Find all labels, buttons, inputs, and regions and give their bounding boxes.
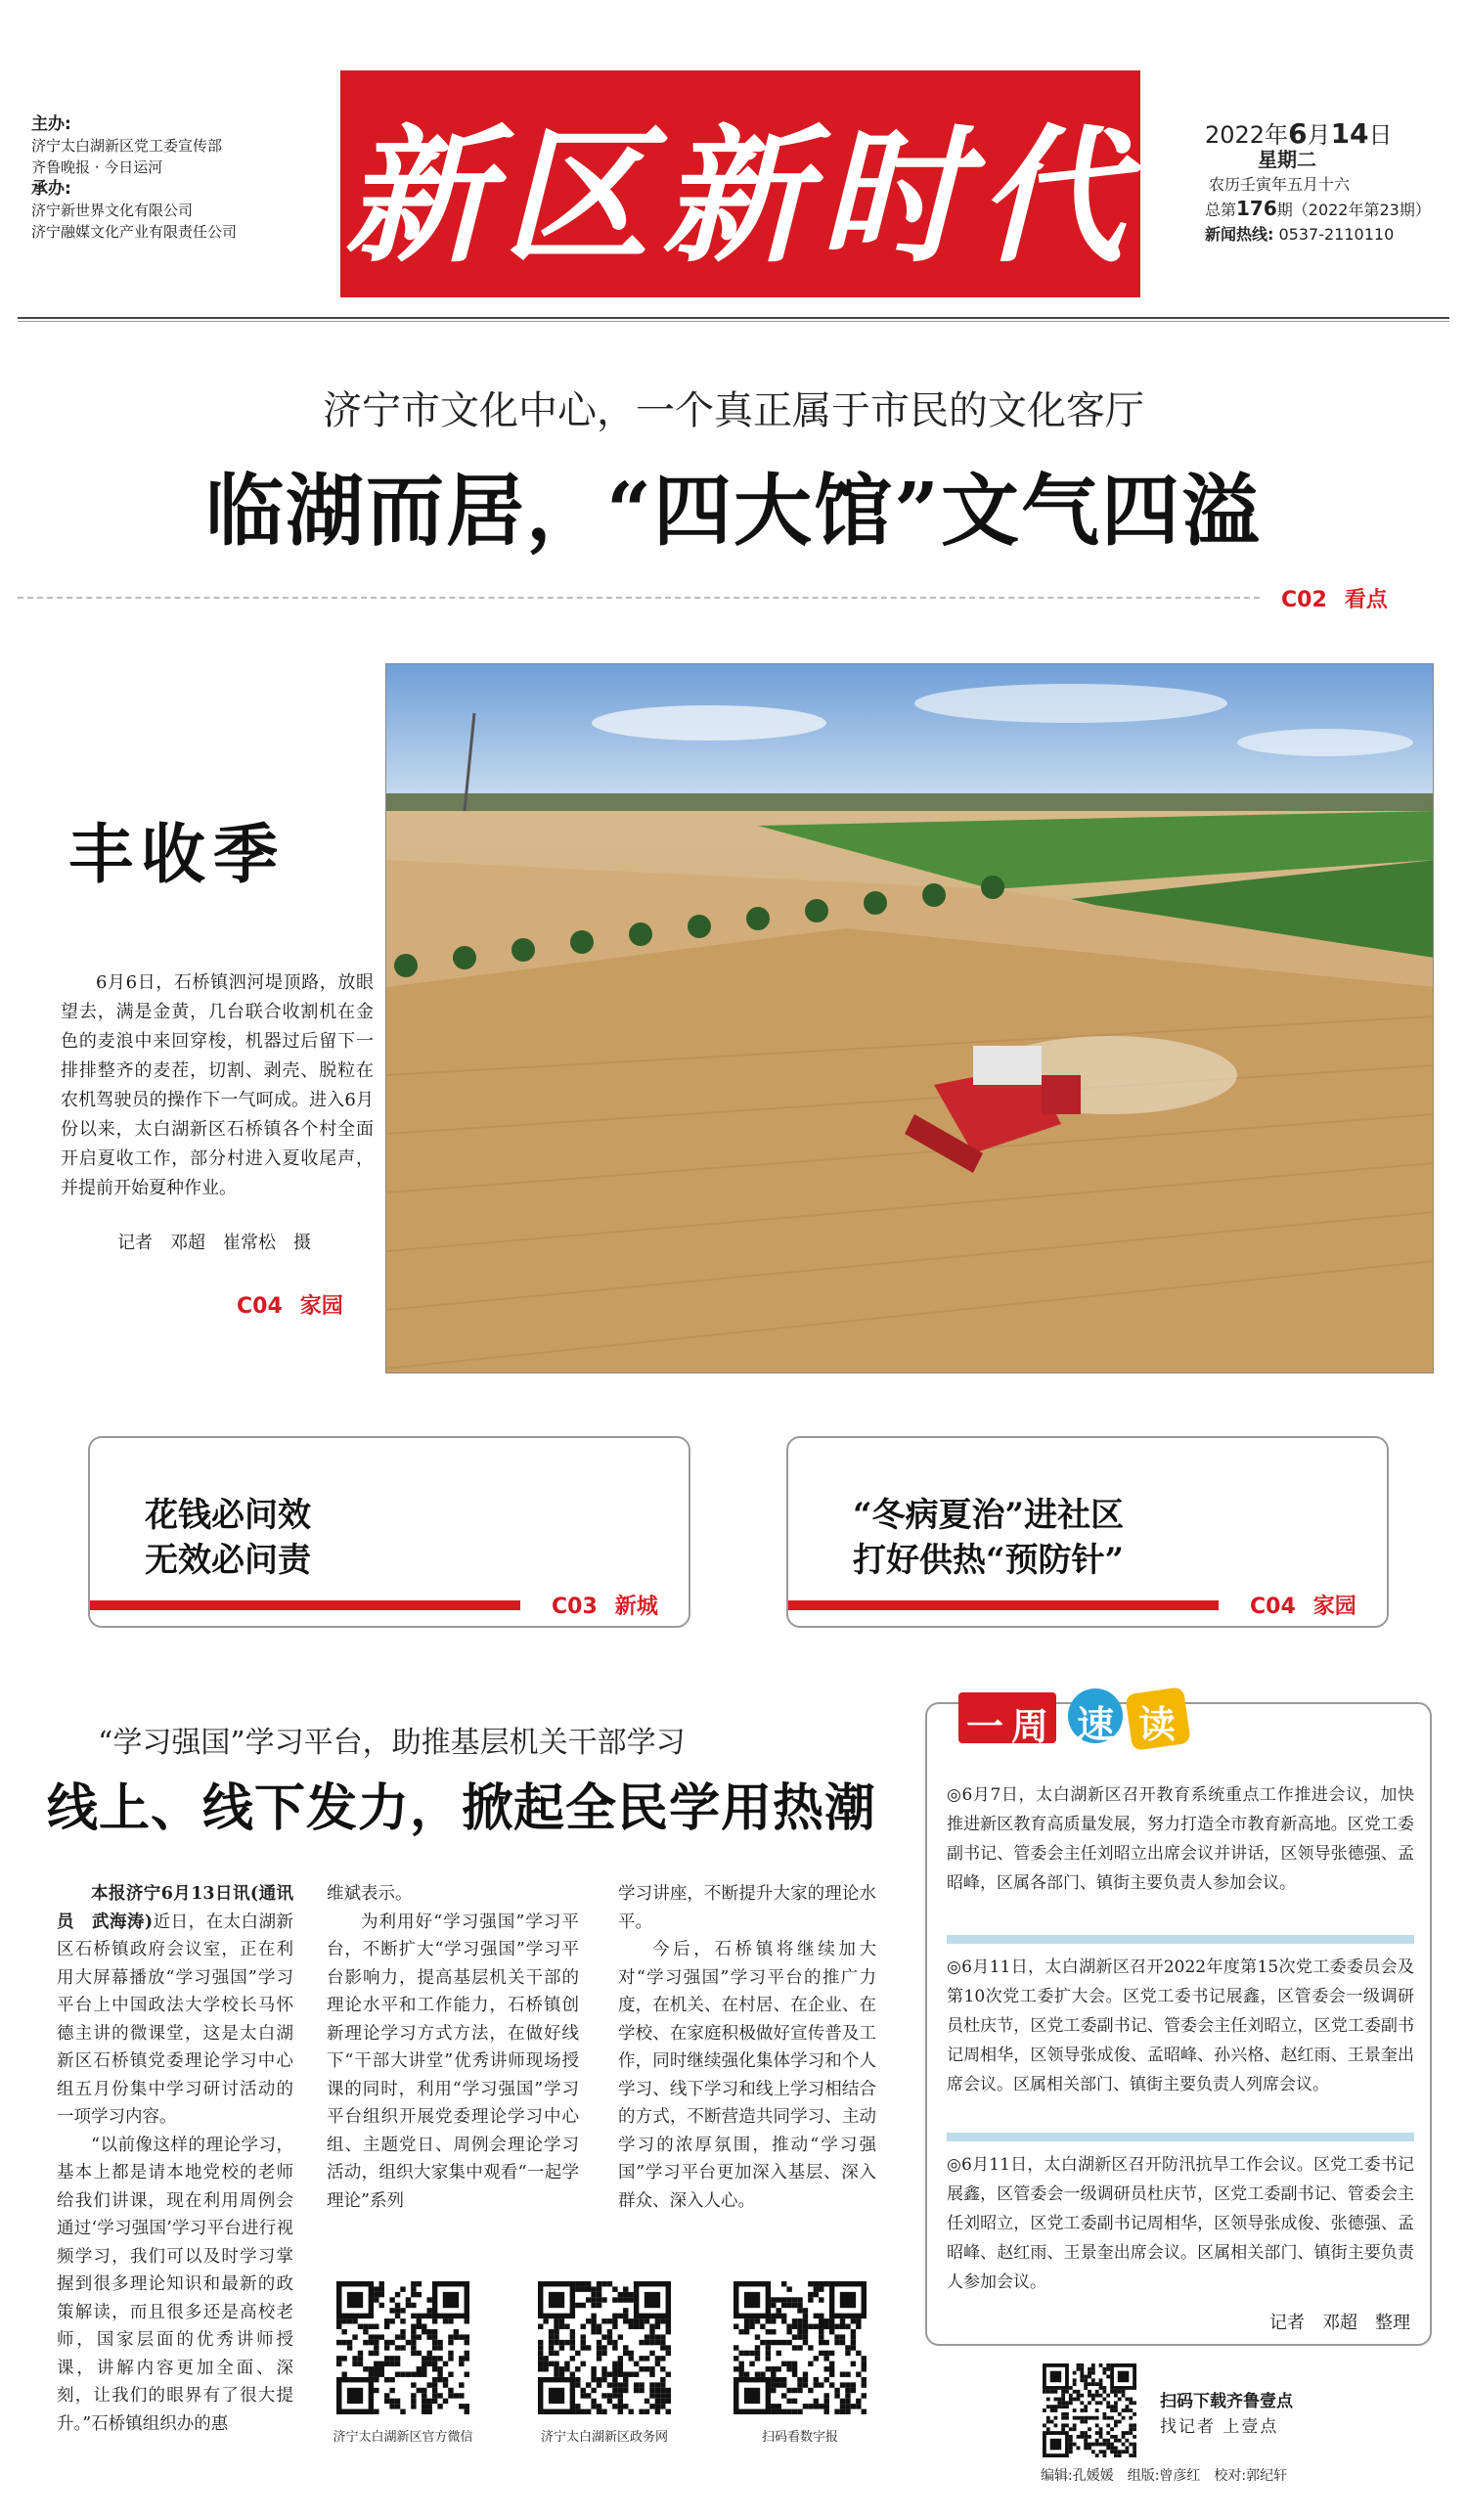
teaser-1-line-2: 无效必问责	[145, 1541, 311, 1580]
teaser-box-2[interactable]	[786, 1436, 1389, 1628]
article-col2-p1: 为利用好“学习强国”学习平台，不断扩大“学习强国”学习平台影响力，提高基层机关干部的理论水平和工作能力，石桥镇创新理论学习方式方法，在做好线下“干部大讲堂”优秀讲师现场授课的同时，利用“学习强国”学习平台组织开展党委理论学习中心组、主题党日、周例会理论学习活动，组织大家集中观看“一起学理论”系列	[327, 1912, 579, 2211]
top-rule	[18, 317, 1449, 319]
article-column-3	[618, 1880, 876, 2215]
weekly-separator-1	[947, 1935, 1414, 1944]
harvest-caption: 6月6日，石桥镇泗河堤顶路，放眼望去，满是金黄，几台联合收割机在金色的麦浪中来回穿梭，机器过后留下一排排整齐的麦茬，切割、剥壳、脱粒在农机驾驶员的操作下一气呵成。进入6月份以来，太白湖新区石桥镇各个村全面开启夏收工作，部分村进入夏收尾声，并提前开始夏种作业。	[61, 972, 374, 1198]
article-col3-p1: 今后，石桥镇将继续加大对“学习强国”学习平台的推广力度，在机关、在村居、在企业、在学校、在家庭积极做好宣传普及工作，同时继续强化集体学习和个人学习、线下学习和线上学习相结合的方式，不断营造共同学习、主动学习的浓厚氛围，推动“学习强国”学习平台更加深入基层、深入群众、深入人心。	[618, 1940, 876, 2211]
teaser-2-red-bar	[788, 1600, 1219, 1610]
lunar-date: 农历壬寅年五月十六	[1209, 175, 1351, 194]
masthead	[340, 70, 1140, 297]
qr-code-app[interactable]	[1043, 2363, 1136, 2457]
article-col2-p0: 维斌表示。	[327, 1884, 413, 1904]
date-line: 2022年6月14日	[1205, 117, 1393, 150]
qr-code-digital-paper[interactable]	[734, 2281, 867, 2414]
host-line-1: 济宁太白湖新区党工委宣传部	[31, 137, 223, 155]
app-slogan: 找记者 上壹点	[1160, 2417, 1279, 2437]
weekly-item-1: ◎6月7日，太白湖新区召开教育系统重点工作推进会议，加快推进新区教育高质量发展，努力打造全市教育新高地。区党工委副书记、管委会主任刘昭立出席会议并讲话，区领导张德强、孟昭峰，区属各部门、镇街主要负责人参加会议。	[947, 1785, 1414, 1893]
qr-caption-digital-paper: 扫码看数字报	[761, 2430, 838, 2445]
weekday: 星期二	[1258, 148, 1316, 171]
weekly-item-2: ◎6月11日，太白湖新区召开2022年度第15次党工委委员会及第10次党工委扩大会。区党工委书记展鑫，区管委会一级调研员杜庆节，区党工委副书记、管委会主任刘昭立，区党工委副书记周相华，区领导张成俊、孟昭峰、孙兴格、赵红雨、王景奎出席会议。区属相关部门、镇街主要负责人列席会议。	[947, 1958, 1414, 2094]
host-label: 主办:	[31, 114, 71, 134]
harvest-title: 丰收季	[68, 816, 286, 892]
qr-caption-wechat: 济宁太白湖新区官方微信	[333, 2430, 473, 2445]
badge-char-4: 读	[1138, 1702, 1177, 1746]
lead-subtitle: 济宁市文化中心，一个真正属于市民的文化客厅	[323, 388, 1144, 433]
editor-credits: 编辑:孔媛媛 组版:曾彦红 校对:郭纪轩	[1041, 2468, 1288, 2484]
weekly-separator-2	[947, 2133, 1414, 2141]
qr-caption-gov-site: 济宁太白湖新区政务网	[540, 2430, 668, 2445]
date-block	[1205, 117, 1440, 247]
article-title[interactable]: 线上、线下发力，掀起全民学用热潮	[47, 1778, 877, 1838]
teaser-1-red-bar	[90, 1600, 520, 1610]
dashed-divider	[18, 597, 1260, 599]
harvest-page-ref[interactable]: C04 家园	[237, 1294, 343, 1319]
weekly-credit: 记者 邓超 整理	[1269, 2313, 1410, 2333]
article-col3-p0: 学习讲座，不断提升大家的理论水平。	[618, 1884, 876, 1932]
sponsor-info	[31, 113, 325, 243]
issue-number: 总第176期（2022年第23期）	[1205, 197, 1431, 220]
weekly-digest	[925, 1702, 1432, 2346]
news-hotline: 新闻热线: 0537-2110110	[1205, 225, 1395, 244]
article-col1-p1: 近日，在太白湖新区石桥镇政府会议室，正在利用大屏幕播放“学习强国”学习平台上中国政法大学校长马怀德主讲的微课堂，这是太白湖新区石桥镇党委理论学习中心组五月份集中学习研讨活动的一项学习内容。	[57, 1912, 293, 2127]
top-rule-thin	[18, 321, 1449, 322]
app-download-text: 扫码下载齐鲁壹点	[1160, 2392, 1293, 2411]
organizer-line-1: 济宁新世界文化有限公司	[31, 202, 194, 219]
lead-page-ref[interactable]: C02 看点	[1281, 588, 1388, 612]
badge-char-2: 周	[1011, 1704, 1049, 1748]
article-dateline: 本报济宁6月13日讯(通讯员 武海涛)	[57, 1884, 293, 1932]
organizer-line-2: 济宁融媒文化产业有限责任公司	[31, 223, 238, 241]
organizer-label: 承办:	[31, 179, 71, 199]
teaser-1-page-ref[interactable]: C03 新城	[552, 1595, 658, 1619]
teaser-box-1[interactable]	[88, 1436, 690, 1628]
badge-char-1: 一	[966, 1704, 1004, 1748]
teaser-2-line-2: 打好供热“预防针”	[853, 1541, 1125, 1580]
harvest-photo	[385, 663, 1434, 1373]
masthead-title: 新区新时代	[343, 111, 1136, 283]
article-col1-p2: “以前像这样的理论学习，基本上都是请本地党校的老师给我们讲课，现在利用周例会通过‘学习强国’学习平台进行视频学习，我们可以及时学习掌握到很多理论知识和最新的政策解读，而且很多还是高校老师，国家层面的优秀讲师授课，讲解内容更加全面、深刻，让我们的眼界有了很大提升。”石桥镇组织办的惠	[57, 2135, 293, 2434]
host-line-2: 齐鲁晚报 · 今日运河	[31, 158, 163, 176]
harvest-credit: 记者 邓超 崔常松 摄	[117, 1233, 311, 1253]
article-subtitle: “学习强国”学习平台，助推基层机关干部学习	[98, 1726, 686, 1760]
qr-code-wechat[interactable]	[336, 2281, 469, 2414]
lead-title[interactable]: 临湖而居，“四大馆”文气四溢	[204, 465, 1263, 557]
teaser-2-page-ref[interactable]: C04 家园	[1250, 1595, 1356, 1619]
article-column-2	[327, 1880, 579, 2215]
badge-char-3: 速	[1077, 1702, 1115, 1746]
weekly-badge	[958, 1683, 1221, 1753]
qr-code-gov-site[interactable]	[538, 2281, 671, 2414]
weekly-item-3: ◎6月11日，太白湖新区召开防汛抗旱工作会议。区党工委书记展鑫，区管委会一级调研员杜庆节，区党工委副书记、管委会主任刘昭立，区党工委副书记周相华，区领导张成俊、张德强、孟昭峰、赵红雨、王景奎出席会议。区属相关部门、镇街主要负责人参加会议。	[947, 2155, 1414, 2292]
article-column-1	[57, 1880, 293, 2438]
wheat-field-image	[386, 664, 1434, 1373]
teaser-1-line-1: 花钱必问效	[145, 1496, 311, 1535]
teaser-2-line-1: “冬病夏治”进社区	[853, 1496, 1125, 1535]
